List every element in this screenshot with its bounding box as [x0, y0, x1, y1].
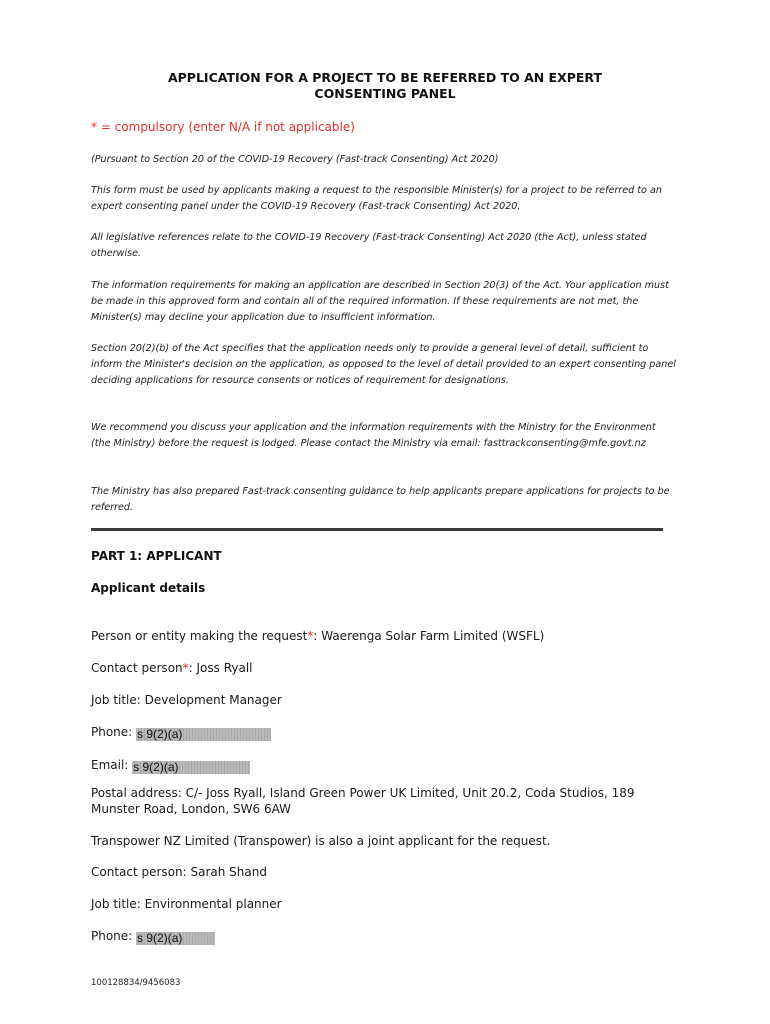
info-requirements-paragraph: The information requirements for making an application are described in Section 20(3) of the Act. Your application must be made in this approved form and contain all of the required information. If these requirements are not met, the Minister(s) may decline your application due to insufficient information.: [91, 280, 669, 323]
phone-2-redaction: s 9(2)(a): [136, 932, 215, 945]
postal-address-field: Postal address: C/- Joss Ryall, Island Green Power UK Limited, Unit 20.2, Coda Studios, 189 Munster Road, London, SW6 6AW: [91, 786, 635, 816]
contact-person-2-field: Contact person: Sarah Shand: [91, 865, 267, 879]
title-line-2: CONSENTING PANEL: [314, 86, 456, 101]
part1-heading: PART 1: APPLICANT: [91, 549, 222, 563]
required-marker: *: [307, 629, 314, 643]
section-divider: [91, 528, 663, 531]
phone-label: Phone:: [91, 725, 137, 739]
contact-label: Contact person: [91, 661, 183, 675]
compulsory-note: * = compulsory (enter N/A if not applicable): [91, 120, 355, 134]
phone-field: [91, 724, 681, 741]
person-entity-field: [91, 628, 681, 644]
job-title-2-field: Job title: Environmental planner: [91, 897, 282, 911]
phone-2-field: [91, 928, 681, 945]
job-title-field: Job title: Development Manager: [91, 693, 282, 707]
legislative-paragraph: All legislative references relate to the COVID-19 Recovery (Fast-track Consenting) Act 2020 (the Act), unless stated otherwise.: [91, 232, 647, 259]
document-reference-footer: 100128834/9456083: [91, 978, 181, 988]
title-line-1: APPLICATION FOR A PROJECT TO BE REFERRED TO AN EXPERT: [167, 70, 603, 85]
person-value: : Waerenga Solar Farm Limited (WSFL): [313, 629, 545, 643]
required-marker: *: [182, 661, 189, 675]
form-title: [100, 70, 670, 102]
email-redaction: s 9(2)(a): [132, 761, 250, 774]
guidance-paragraph: The Ministry has also prepared Fast-track consenting guidance to help applicants prepare applications for projects to be referred.: [91, 486, 670, 513]
form-use-paragraph: This form must be used by applicants making a request to the responsible Minister(s) for a project to be referred to an expert consenting panel under the COVID-19 Recovery (Fast-track Consenting) Act 2020.: [91, 185, 662, 212]
recommend-paragraph: We recommend you discuss your application and the information requirements with the Ministry for the Environment (the Ministry) before the request is lodged. Please contact the Ministry via email: fasttrackconsenting@mfe.govt.nz: [91, 422, 656, 449]
person-label: Person or entity making the request: [91, 629, 308, 643]
phone-redaction: s 9(2)(a): [136, 728, 271, 741]
pursuant-paragraph: (Pursuant to Section 20 of the COVID-19 Recovery (Fast-track Consenting) Act 2020): [91, 154, 499, 165]
phone-2-label: Phone:: [91, 929, 137, 943]
email-label: Email:: [91, 758, 133, 772]
joint-applicant-note: Transpower NZ Limited (Transpower) is also a joint applicant for the request.: [91, 834, 551, 848]
contact-person-field: [91, 660, 681, 676]
applicant-details-heading: Applicant details: [91, 581, 206, 595]
contact-value: : Joss Ryall: [188, 661, 253, 675]
email-field: [91, 757, 681, 774]
section-20-paragraph: Section 20(2)(b) of the Act specifies that the application needs only to provide a general level of detail, sufficient to inform the Minister's decision on the application, as opposed to the level of detail provided to an expert consenting panel deciding applications for resource consents or notices of requirement for designations.: [91, 343, 676, 386]
